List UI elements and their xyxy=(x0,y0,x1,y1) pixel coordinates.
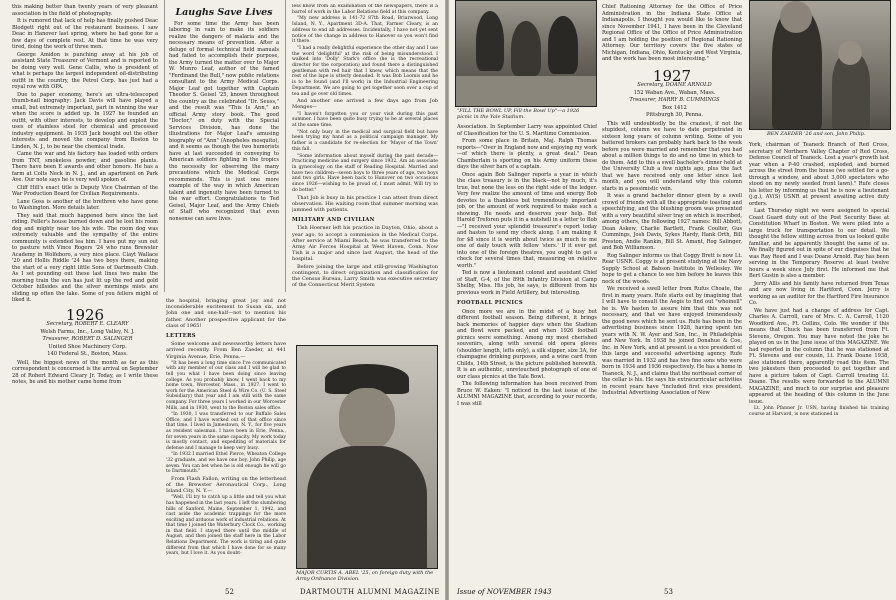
treasurer-address: Box 1412 xyxy=(662,104,687,111)
paragraph: And another one arrived a few days ago from Job Menges— xyxy=(292,98,438,111)
page-number: 53 xyxy=(664,588,673,596)
quote: less know from an examination of the newspapers, there is a barrel of work in the Labor Relations field at this company. xyxy=(292,4,438,15)
paragraph: Due to paper economy, here's an ultra-telescoped thumb-nail biography: Jack Davis will have played a small, but extremely important, part in winning the war when the score is added up. In 1927 he founded an outfit, with other interests, to develop and exploit the uses of stainless steel for chemical and processed industry equipment. In 1935 Jack bought out the other interests and moved the company from Boston to Linden, N. J., to be near the chemical trade. xyxy=(12,91,158,150)
quote: "Not only busy in the medical and surgical field but have been trying my hand as a political campaign manager. My father is a candidate for re-election for 'Mayor of the Town' this fall. xyxy=(292,129,438,152)
page-number: 52 xyxy=(225,588,234,596)
section-heading: FOOTBALL PICNICS xyxy=(457,300,523,306)
left-column-3 xyxy=(292,4,438,342)
zaeder-photo xyxy=(749,0,891,130)
secretary-line: Secretary, ROBERT E. CLEARY xyxy=(46,321,129,327)
paragraph: the hospital, bringing great joy and not inconsiderable excitement to Susan six, and John one and one-half—not to mention his father. Another prospective applicant for the class of 1965! xyxy=(166,298,286,329)
treasurer-address: United Shoe Machinery Corp. xyxy=(48,343,127,350)
sidebar-title: Laughs Save Lives xyxy=(175,7,273,18)
treasurer-address: 140 Federal St., Boston, Mass. xyxy=(47,351,128,357)
person-shape xyxy=(511,21,541,76)
quote: "In 1932 I married Ethel Pierce, Wheaton College '32 graduate, and we have one boy, John Philip, age seven. You can bet when he is old enough he will go to Dartmouth." xyxy=(166,452,286,475)
photo-caption: "FILL THE BOWL UP, Fill the Bowl Up"—a 1926 picnic in the Yale Stadium. xyxy=(457,108,580,120)
adult-head xyxy=(780,1,812,33)
sidebar xyxy=(169,4,279,292)
paragraph: From some place in Britain, Maj. Ralph Thomas reports—"Over in England now and enjoying my work—of which there is plenty, a great deal." Dean Chamberlain is sporting on his Army uniform these days the silver bars of a captain. xyxy=(457,138,597,170)
paragraph: We received a swell letter from Rufus Choate, the first in many years. Rufe starts out by imagining that I will have to consult the Aegis to find out "whoinell" he is. We hasten to assure him that this was not necessary, and that we have enjoyed tremendously the good news which he sent us. Rufe has been in the advertising business since 1928, having spent ten years with N. W. Ayer and Son, Inc., in Philadelphia and New York. In 1938 he joined Donahue & Coe, Inc. in New York, and at present is a vice president of this large and successful advertising agency. Rufe was married in 1932 and has two fine sons who were born in 1934 and 1936 respectively. He has a home in Teaneck, N. J., and claims that the northeast corner of the cellar is his. He says his extracurricular activities in recent years have "included first vice president, Industrial Advertising Association of New xyxy=(602,286,742,396)
class-year-heading: 1927 xyxy=(652,66,692,85)
paragraph: Once more we are in the midst of a busy but different football season. Being different, it brings back memories of happier days when the Stadium and Bowl were packed, and when 1926 football picnics were something. Among my most cherished souvenirs, along with several old opera gloves (shoulder length, lefts only), a silk slipper, size 3A, for champagne drinking purposes, and a wine card from Childs, 14th Street, is the picture published herewith. It is an authentic, unretouched photograph of one of our class picnics at the Yale Bowl. xyxy=(457,308,597,380)
picnic-photo xyxy=(455,0,597,107)
officer-photo xyxy=(296,345,438,569)
paragraph: Once again Bob Salinger reports a year in which the class treasury is in the black—not by much, it's true, but none the less on the right side of the ledger. Very few realize the amount of time and energy Bob devotes to a thankless but tremendously important job, or the amount of work required to make such a showing. He needs and deserves your help. But Harold Treforen puts it in a nutshell in a letter to Bob—"I received your splendid treasurer's report today and hasten to send my check along. I am making it for $8 since it is worth about twice as much to me one of daily touch with fellow 'sters.' If it ever get into one of the foreign theatres, you ought to get a check for several times that, measuring on relative worth." xyxy=(457,171,597,269)
left-column-1 xyxy=(12,4,158,599)
uniform-shape xyxy=(307,446,427,568)
paragraph: Came the war and his factory has loaded with orders from TNT, smokeless powder, and gasoline plants. There have been E awards and other honors. He has a farm at Colts Neck in N. J., and an apartment on Park Ave. Our note says he is very well spoken of. xyxy=(12,151,158,183)
section-heading: MILITARY AND CIVILIAN xyxy=(292,217,375,224)
issue-footer: Issue of NOVEMBER 1943 xyxy=(457,588,552,596)
paragraph: Last Thursday night we were assigned to special Coast Guard duty out of the Post Security Base at Constitution Wharf in Boston. We were piled into a large truck for transportation to our detail. We thought the fellow sitting across from us looked quite familiar, and he apparently thought the same of us. We finally figured out in spite of our disguises that he was Ray Reed and I was Doane Arnold. Ray has been serving in the Temporary Reserve at least twelve hours a week since July first. He informed me that Bert Gustin is also a member. xyxy=(749,208,889,279)
paragraph: Cliff Hill's exact title is Deputy Vice Chairman of the War Production Board for Civilian Requirements. xyxy=(12,184,158,197)
photo-caption: MAJOR CURTIS A. ABEL '25, on foreign duty with the Army Ordnance Division. xyxy=(296,570,434,582)
paragraph: Some welcome and newsworthy letters have arrived recently. From Ben Zaeder, at 441 Virginia Avenue, Erie, Penna.— xyxy=(166,341,286,360)
paragraph: York, chairman of Teaneck Branch of Red Cross, secretary of Northern Valley Chapter of Red Cross, Defense Council of Teaneck. Lost a year's growth last year when a P-40 crashed, exploded, and burned across the street from the house (we settled for a go-through a window, and about 3,000 spectators who stood on my newly seeded front lawn)." Rufe closes his letter by informing us that he is now a lieutenant (j.g.), AV(S) USNR at present awaiting active duty orders. xyxy=(749,142,889,207)
secretary-line: Secretary, DOANE ARNOLD xyxy=(637,82,712,88)
paragraph: Tish Hoerner left his practice in Dayton, Ohio, about a year ago, to accept a commission in the Medical Corps. After service at Miami Beach, he was transferred to the Army Air Forces Hospital at West Haven, Conn. Now Tish is a major and since last August, the head of the hospital. xyxy=(292,225,438,263)
magazine-title-footer: DARTMOUTH ALUMNI MAGAZINE xyxy=(300,588,441,596)
paragraph: Well, the biggest news of the month as far as this correspondent is concerned is the arrival on September 28 of Robert Edward Cleary Jr. Today, as I write these notes, he and his mother came home from xyxy=(12,359,158,385)
quote: "It has been a long time since I've communicated with any member of our class and I will be glad to tell you what I have been doing since leaving college. As you probably know, I went back to my home town, Worcester, Mass., in 1927. I went to work for the American Steel & Wire Co. (U. S. Steel Subsidiary) that year and I am still with the same company. For three years I worked in our Worcester Mills, and in 1930, went to the Boston sales office. xyxy=(166,360,286,411)
paragraph: It was a grand bachelor dinner given by a swell crowd of friends with all the appropriate toasting and speechifying, and the blushing groom was presented with a very beautiful silver tray on which is inscribed, among others, the following 1927 names: Bill Abbott, Dean Askew, Charlie Bartlett, Frank Coulter, Gus Cummings, Josh Davis, Sykes Hardy, Hank Orth, Bill Preston, Andie Rankin, Bill St. Amant, Rog Salinger, and Bob Williamson. xyxy=(602,193,742,251)
section-heading: LETTERS xyxy=(166,333,196,340)
paragraph: The following information has been received from Bruce W. Eaken: "I noticed in the last issue of the ALUMNI MAGAZINE that, according to your records, I was still xyxy=(457,381,597,407)
paragraph: Rog Salinger informs us that Coggy Brett is now Lt. Rear USNR. Coggy is at present studying at the Navy Supply School at Babson Institute in Wellesley. We hope to get a chance to see him before he leaves this neck of the woods. xyxy=(602,252,742,285)
paragraph: George Amidon is punching away at his job of assistant State Treasurer of Vermont and is reported to be doing very well. Gene Callis, who is president of what is perhaps the largest independent oil-distributing outfit in the country, the Petrol Corp. has just had a royal row with OPA. xyxy=(12,51,158,90)
secretary-address: 152 Waban Ave., Waban, Mass. xyxy=(633,89,716,96)
paragraph: From Flash Fallon, writing on the letterhead of the Brewster Aeronautical Corp., Long Island City, N. Y.— xyxy=(166,475,286,495)
left-page xyxy=(0,0,445,600)
left-column-2 xyxy=(166,298,286,594)
treasurer-line: Treasurer, HARRY B. CUMMINGS xyxy=(629,97,720,103)
right-column-2 xyxy=(602,4,742,594)
child-head xyxy=(838,41,862,65)
paragraph: Chief Rationing Attorney for the Office of Price Administration in the Indiana State Office at Indianapolis. I thought you would like to know that since November 1941, I have been in the Cleveland Regional Office of the Office of Price Administration and I am holding the position of Regional Rationing Attorney. Our territory covers the five states of Michigan, Indiana, Ohio, Kentucky and West Virginia, and the work has been most interesting." xyxy=(602,4,742,62)
paragraph: This will undoubtedly be the craziest, if not the stupidest, column we have to date perpetrated in sixteen long years of column writing. Some of you battered brokers can probably hark back to the week before you were married and remember that you had about a million things to do and no time in which to do them. Add to this a swell bachelor's dinner held at the University Club a few nights ago, plus the fact that we have received only one letter since last month, and you will understand why this column starts in a pessimistic vein. xyxy=(602,120,742,192)
paragraph: Before joining the large and still-growing Washington contingent, to direct organization and classification for the Census Bureau, Larry Smith was executive secretary of the Connecticut Merit System xyxy=(292,263,438,289)
paragraph: Lt. John Pfanner Jr. USN, having finished his training course at Harvard, is now stationed in xyxy=(749,406,889,417)
right-column-3 xyxy=(749,142,889,594)
quote: "My new address is 141-72 87th Road, Briarwood, Long Island, N. Y., Apartment 3D-A. That, Farmer Cleary, is an address to end all addresses. Incidentally, I have not yet sent notice of the change in address to Hanover so you won't find it there. xyxy=(292,16,438,45)
person-shape xyxy=(476,11,504,71)
quote: "I had a really delightful experience the other day and I use the word 'delightful' at the risk of being misunderstood. I walked into 'Dolly' Stark's office (he is the recreational director for the corporation) and found there a distinguished gentleman with red hair that I knew, which means that the rest of the lupe is utterly denuded. It was Bob Loomis and he is to be found (and I'll work) in the Industrial Engineering Department. We are going to get together soon over a cup of tea and go over old times. xyxy=(292,45,438,97)
quote: "I haven't forgotten you or your visit during this past summer. I have been quite busy trying to be at several places at the same time. xyxy=(292,111,438,129)
treasurer-address: Pittsburgh 30, Penna. xyxy=(645,112,704,118)
paragraph: Lane Goss is another of the brethren who have gone to Washington. More details later. xyxy=(12,198,158,211)
quote: "In 1930, I was transferred to our Buffalo Sales Office, and I have worked out of that office since that time. I lived in Jamestown, N. Y., for five years as resident salesman. I have been in Erie, Penna., for seven years in the same capacity. My work today is mostly contact, and expediting of materials for defense and I manage to keep very busy. xyxy=(166,412,286,451)
paragraph: They said that much happened here since the last riding. Feller's house burned down and he lost his room dog and mighty near too his wife. The room dog was extremely valuable and the sympathy of the entire community is extended tea him. I have put my sun out to pasture with Vince Rogers '24 who runs Brewster Academy in Wolfeboro, a very nice place. Clayt Wallace '20 and Hollis Riddle '24 has two boys there, making the start of a very right little Sons of Dartmouth Club. As I set pounding out these last lines two make the morning train the sun has just lit up the red and gold October hillsides and the silver mornings mists are sliding up often the lake. Some of you fellers might of liked it. xyxy=(12,212,158,303)
paragraph: It is rumored that lack of help has finally pushed Deac Blodgett right out of the restaurant business. I saw Deac in Hanover last spring, where he had gone for a few days of complete rest. At that time he was very tired, doing the work of three men. xyxy=(12,18,158,50)
paragraph: Association. In September Larry was appointed Chief of Classification for the U. S. Maritime Commission. xyxy=(457,124,597,137)
quote: "Some information about myself during the past decade—Practicing medicine and surgery since 1932. Am an associate in gynecology on the staff of Reading Hospital. Married and have two children—seven boys to three years of age, two boys and two girls. Have been back to Hanover on two occasions since 1926—wishing to be proud of, I must admit. Will try to do better." xyxy=(292,153,438,193)
class-year-heading: 1926 xyxy=(65,305,105,324)
treasurer-line: Treasurer, ROBERT D. SALINGER xyxy=(42,336,133,342)
sidebar-paragraph: For some time the Army has been laboring in vain to make its soldiers realize the dangers of malaria and the necessary means of prevention. After a deluge of formal technical field manuals had failed to accomplish their purpose, the Army turned the matter over to Major W. Munro Leaf, author of the famed "Ferdinand the Bull," now public relations consultant to the Army Medical Corps. Major Leaf got together with Captain Theodor S. Geisel '25, known throughout the country as the celebrated "Dr. Seuss," and the result was "This Is Ann," an official Army story book. The good "Doctor," on duty with the Special Services Division, has done the illustrations for Major Leaf's amusing biography of "Ann" (Anopheles mosquito), and it seems as though the two humorists have at last succeeded in conveying to American soldiers fighting in the tropics the necessity for observing the many precautions which the Medical Corps recommends. This is just one more example of the way in which American talent and ingenuity have been turned to the war effort. Congratulations to Ted Geisel, Major Leaf, and the Army Chiefs of Staff who recognized that even nonsense can save lives. xyxy=(169,20,279,222)
paragraph: Ted is now a lieutenant colonel and assistant Chief of Staff, G-4, of the 89th Infantry Division at Camp Shelby, Miss. His job, he says, is different from his previous work in Field Artillery, but interesting. xyxy=(457,270,597,296)
right-page xyxy=(449,0,896,600)
secretary-address: Welsh Farms, Inc., Long Valley, N. J. xyxy=(40,328,135,335)
quote: "Well, I'll try to catch up a little and tell you what has happened in the last years. I left the slumbering hills of Sanford, Maine, September 1, 1942, and cast aside the academic trappings for the more exciting and arduous work of industrial relations. At that time I joined the Waterbury Clock Co., working in that field. I stayed there until the middle of August, and then joined the staff here in the Labor Relations Department. The work is tiring and quite different from that which I have done for so many years, but I love it. As you doubt- xyxy=(166,495,286,557)
ground-shape xyxy=(456,76,596,106)
paragraph: Jerry Allis and his family have returned from Texas and are now living in Hartford, Conn. Jerry is working as an auditor for the Hartford Fire Insurance Co. xyxy=(749,280,889,306)
person-shape xyxy=(548,16,578,74)
paragraph: this making better than twenty years of very pleasant association in the field of photography. xyxy=(12,4,158,17)
paragraph: We have just had a change of address for Capt. Charles A. Carroll, care of Mrs. C. A. Carroll, 1120 Woodford Ave., Ft. Collins, Colo. We wonder if this means that Chuck has been transferred from Ft. Stevens, Oregon. You may have noted the joke he played on us in the June issue of this MAGAZINE. We had reported in the column that he was stationed at Ft. Stevens and our cousin, Lt. Frank Doane 1938, also stationed there, apparently read this item. The two jokesters then proceeded to get together and have a picture taken of Capt. Carroll treating Lt. Doane. The results were forwarded to the ALUMNI MAGAZINE, and much to our surprise and pleasure appeared at the heading of this column in the June issue. xyxy=(749,307,889,405)
photo-caption: BEN ZAEDER '26 and son, John Philip. xyxy=(767,131,866,137)
face-shape xyxy=(339,388,395,450)
paragraph: That Job is busy in his practice I can attest from direct observation. His waiting room that summer morning was jammed with patients. xyxy=(292,194,438,213)
right-column-1 xyxy=(457,124,597,596)
